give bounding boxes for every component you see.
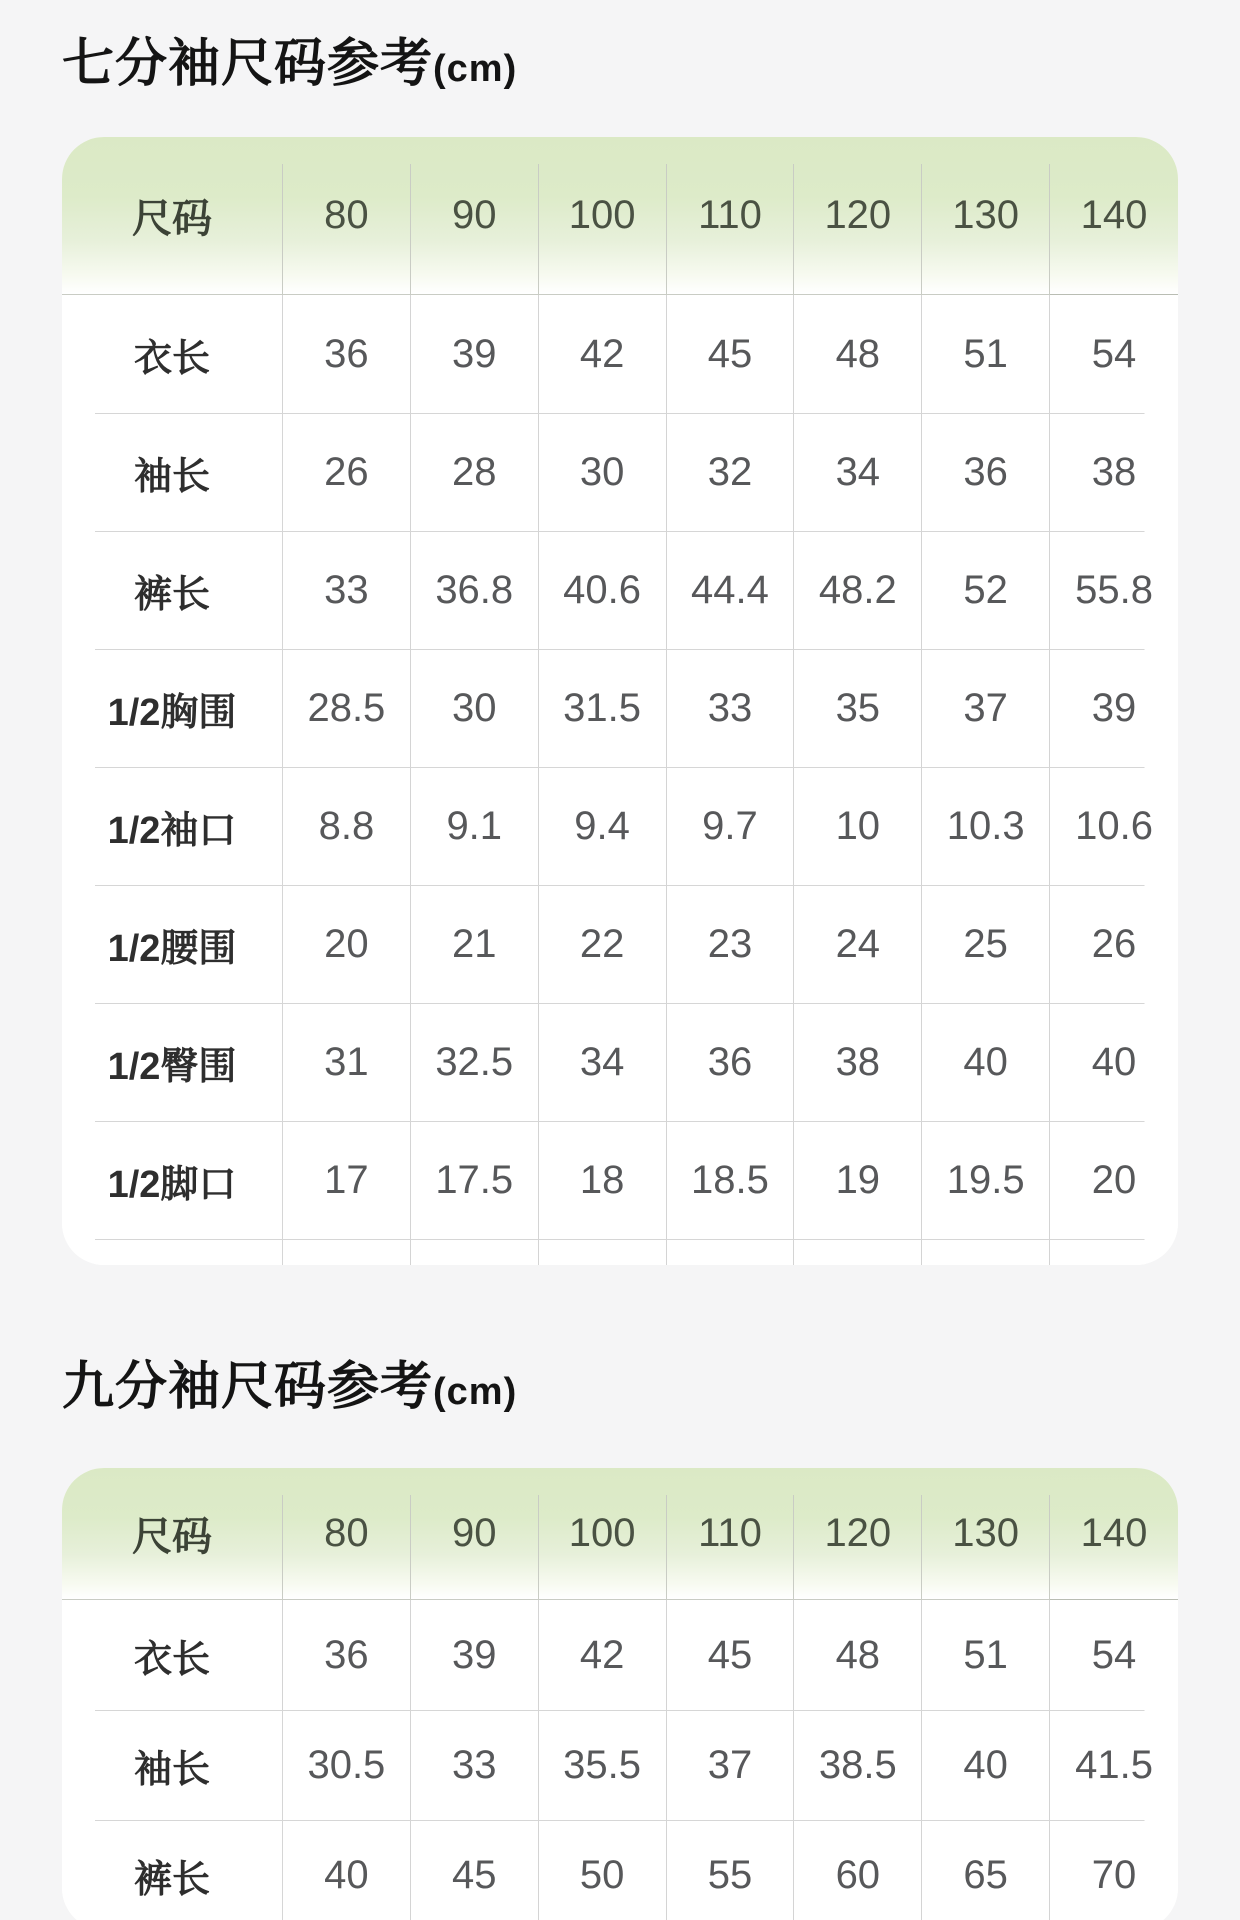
size-cell: 30.5 bbox=[283, 1710, 411, 1820]
header-cell-size: 尺码 bbox=[62, 1468, 283, 1600]
size-cell: 39 bbox=[1050, 649, 1178, 767]
spacer-cell bbox=[283, 1239, 411, 1265]
row-label: 袖长 bbox=[62, 413, 283, 531]
size-table bbox=[62, 1468, 1178, 1920]
size-cell: 48.2 bbox=[794, 531, 922, 649]
size-cell: 44.4 bbox=[667, 531, 795, 649]
section-nine-sleeve bbox=[62, 1358, 1178, 1920]
header-cell: 130 bbox=[922, 1468, 1050, 1600]
row-label: 1/2胸围 bbox=[62, 649, 283, 767]
size-cell: 9.4 bbox=[539, 767, 667, 885]
section-title-unit: (cm) bbox=[433, 1371, 518, 1413]
size-cell: 35 bbox=[794, 649, 922, 767]
size-cell: 21 bbox=[411, 885, 539, 1003]
table-row bbox=[62, 413, 1178, 531]
header-cell: 140 bbox=[1050, 137, 1178, 295]
section-title-text: 七分袖尺码参考 bbox=[62, 35, 434, 93]
size-cell: 10.6 bbox=[1050, 767, 1178, 885]
size-cell: 40 bbox=[922, 1003, 1050, 1121]
size-cell: 40 bbox=[922, 1710, 1050, 1820]
table-row bbox=[62, 1820, 1178, 1920]
section-seven-sleeve bbox=[62, 35, 1178, 1265]
size-cell: 10.3 bbox=[922, 767, 1050, 885]
size-cell: 33 bbox=[283, 531, 411, 649]
size-cell: 54 bbox=[1050, 1600, 1178, 1710]
size-cell: 33 bbox=[667, 649, 795, 767]
row-label: 裤长 bbox=[62, 1820, 283, 1920]
size-cell: 40 bbox=[1050, 1003, 1178, 1121]
spacer-cell bbox=[411, 1239, 539, 1265]
size-cell: 42 bbox=[539, 295, 667, 413]
size-table bbox=[62, 137, 1178, 1265]
size-cell: 36 bbox=[283, 1600, 411, 1710]
size-cell: 39 bbox=[411, 1600, 539, 1710]
size-cell: 36 bbox=[667, 1003, 795, 1121]
table-bottom-spacer-row bbox=[62, 1239, 1178, 1265]
size-cell: 19 bbox=[794, 1121, 922, 1239]
size-cell: 26 bbox=[283, 413, 411, 531]
size-cell: 50 bbox=[539, 1820, 667, 1920]
row-label: 1/2脚口 bbox=[62, 1121, 283, 1239]
header-cell: 100 bbox=[539, 137, 667, 295]
header-cell: 120 bbox=[794, 1468, 922, 1600]
table-row bbox=[62, 885, 1178, 1003]
row-label: 衣长 bbox=[62, 295, 283, 413]
size-cell: 36 bbox=[283, 295, 411, 413]
section-title-unit: (cm) bbox=[433, 48, 518, 90]
spacer-cell bbox=[794, 1239, 922, 1265]
size-cell: 9.7 bbox=[667, 767, 795, 885]
size-cell: 45 bbox=[411, 1820, 539, 1920]
size-cell: 36 bbox=[922, 413, 1050, 531]
size-table-card bbox=[62, 137, 1178, 1265]
size-cell: 25 bbox=[922, 885, 1050, 1003]
size-cell: 48 bbox=[794, 295, 922, 413]
size-cell: 38 bbox=[1050, 413, 1178, 531]
size-cell: 54 bbox=[1050, 295, 1178, 413]
table-row bbox=[62, 1121, 1178, 1239]
spacer-cell bbox=[1050, 1239, 1178, 1265]
row-label: 衣长 bbox=[62, 1600, 283, 1710]
size-cell: 60 bbox=[794, 1820, 922, 1920]
row-label: 1/2袖口 bbox=[62, 767, 283, 885]
size-cell: 38.5 bbox=[794, 1710, 922, 1820]
size-cell: 42 bbox=[539, 1600, 667, 1710]
header-cell: 130 bbox=[922, 137, 1050, 295]
size-cell: 37 bbox=[667, 1710, 795, 1820]
section-title bbox=[62, 1358, 1178, 1418]
header-cell: 110 bbox=[667, 137, 795, 295]
size-cell: 24 bbox=[794, 885, 922, 1003]
size-cell: 20 bbox=[1050, 1121, 1178, 1239]
spacer-cell bbox=[62, 1239, 283, 1265]
size-cell: 17 bbox=[283, 1121, 411, 1239]
size-cell: 18 bbox=[539, 1121, 667, 1239]
size-cell: 17.5 bbox=[411, 1121, 539, 1239]
size-cell: 30 bbox=[539, 413, 667, 531]
size-cell: 28.5 bbox=[283, 649, 411, 767]
section-title-text: 九分袖尺码参考 bbox=[62, 1358, 434, 1416]
spacer-cell bbox=[667, 1239, 795, 1265]
size-cell: 20 bbox=[283, 885, 411, 1003]
size-cell: 45 bbox=[667, 1600, 795, 1710]
size-cell: 37 bbox=[922, 649, 1050, 767]
size-cell: 65 bbox=[922, 1820, 1050, 1920]
size-cell: 8.8 bbox=[283, 767, 411, 885]
size-cell: 55.8 bbox=[1050, 531, 1178, 649]
size-cell: 36.8 bbox=[411, 531, 539, 649]
section-title bbox=[62, 35, 1178, 95]
size-cell: 23 bbox=[667, 885, 795, 1003]
size-cell: 55 bbox=[667, 1820, 795, 1920]
header-cell: 110 bbox=[667, 1468, 795, 1600]
size-cell: 22 bbox=[539, 885, 667, 1003]
size-cell: 48 bbox=[794, 1600, 922, 1710]
spacer-cell bbox=[539, 1239, 667, 1265]
row-label: 1/2臀围 bbox=[62, 1003, 283, 1121]
size-cell: 35.5 bbox=[539, 1710, 667, 1820]
size-cell: 10 bbox=[794, 767, 922, 885]
table-row bbox=[62, 649, 1178, 767]
table-header-row bbox=[62, 137, 1178, 295]
size-table-card bbox=[62, 1468, 1178, 1920]
size-cell: 70 bbox=[1050, 1820, 1178, 1920]
row-label: 1/2腰围 bbox=[62, 885, 283, 1003]
size-cell: 41.5 bbox=[1050, 1710, 1178, 1820]
row-label: 袖长 bbox=[62, 1710, 283, 1820]
spacer-cell bbox=[922, 1239, 1050, 1265]
header-cell: 120 bbox=[794, 137, 922, 295]
header-cell: 80 bbox=[283, 1468, 411, 1600]
header-cell-size: 尺码 bbox=[62, 137, 283, 295]
header-cell: 80 bbox=[283, 137, 411, 295]
table-row bbox=[62, 531, 1178, 649]
size-cell: 32.5 bbox=[411, 1003, 539, 1121]
row-label: 裤长 bbox=[62, 531, 283, 649]
size-cell: 31.5 bbox=[539, 649, 667, 767]
size-cell: 34 bbox=[794, 413, 922, 531]
size-cell: 38 bbox=[794, 1003, 922, 1121]
size-cell: 31 bbox=[283, 1003, 411, 1121]
header-cell: 90 bbox=[411, 1468, 539, 1600]
size-cell: 40.6 bbox=[539, 531, 667, 649]
size-cell: 18.5 bbox=[667, 1121, 795, 1239]
size-cell: 9.1 bbox=[411, 767, 539, 885]
size-cell: 45 bbox=[667, 295, 795, 413]
size-cell: 51 bbox=[922, 1600, 1050, 1710]
size-cell: 40 bbox=[283, 1820, 411, 1920]
header-cell: 100 bbox=[539, 1468, 667, 1600]
table-header-row bbox=[62, 1468, 1178, 1600]
size-cell: 39 bbox=[411, 295, 539, 413]
table-row bbox=[62, 295, 1178, 413]
header-cell: 90 bbox=[411, 137, 539, 295]
size-cell: 30 bbox=[411, 649, 539, 767]
size-cell: 52 bbox=[922, 531, 1050, 649]
size-cell: 33 bbox=[411, 1710, 539, 1820]
size-cell: 26 bbox=[1050, 885, 1178, 1003]
size-cell: 28 bbox=[411, 413, 539, 531]
table-row bbox=[62, 1710, 1178, 1820]
size-cell: 19.5 bbox=[922, 1121, 1050, 1239]
table-row bbox=[62, 767, 1178, 885]
size-cell: 32 bbox=[667, 413, 795, 531]
size-cell: 34 bbox=[539, 1003, 667, 1121]
header-cell: 140 bbox=[1050, 1468, 1178, 1600]
table-row bbox=[62, 1003, 1178, 1121]
table-row bbox=[62, 1600, 1178, 1710]
size-cell: 51 bbox=[922, 295, 1050, 413]
